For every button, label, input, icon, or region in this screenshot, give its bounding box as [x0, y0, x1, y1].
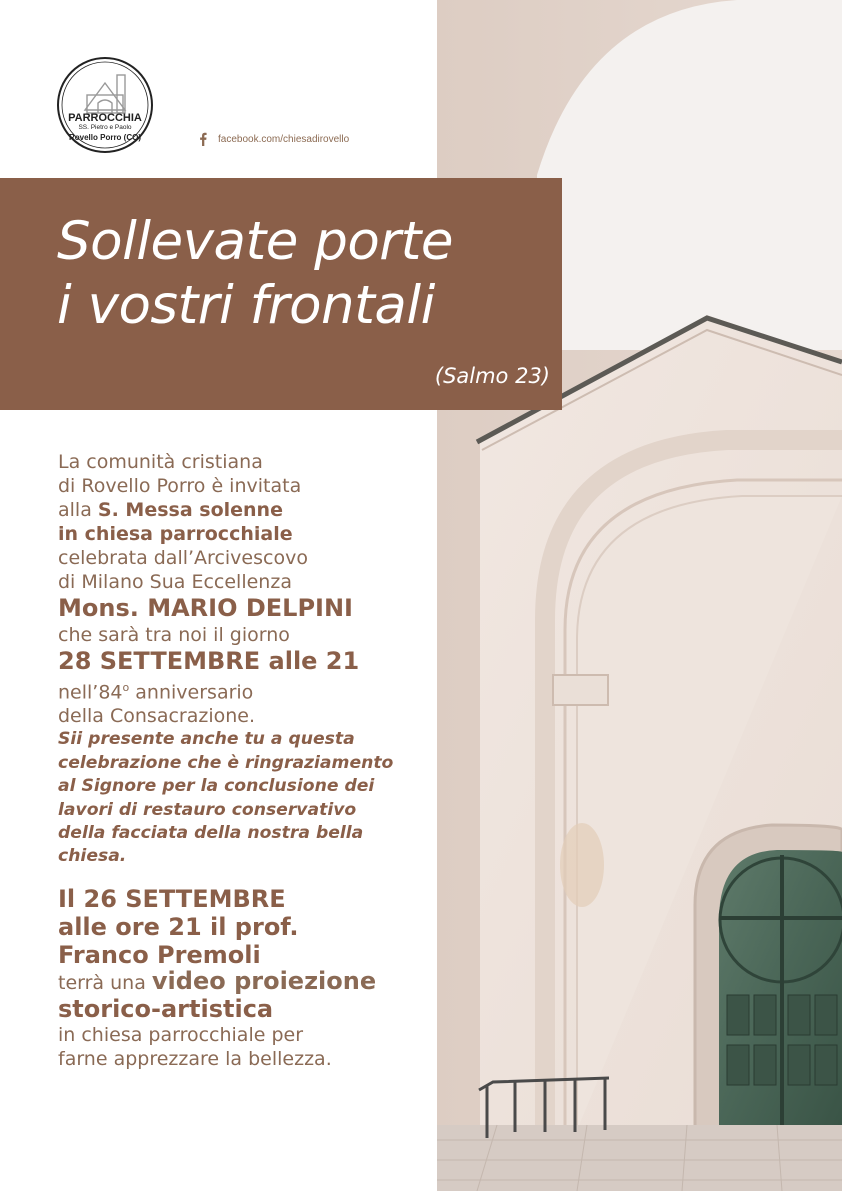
page-title [57, 210, 453, 338]
facebook-url: facebook.com/chiesadirovello [218, 133, 350, 145]
appeal-line: chiesa. [58, 846, 127, 867]
appeal-line: al Signore per la conclusione dei [58, 776, 375, 797]
facebook-link[interactable] [198, 132, 349, 146]
event2-time: alle ore 21 il prof. [58, 912, 299, 941]
facebook-icon [198, 132, 208, 146]
logo-place-label: Rovello Porro (CO) [68, 133, 141, 142]
event2-speaker: Franco Premoli [58, 940, 261, 969]
celebrant-name: Mons. MARIO DELPINI [58, 594, 353, 622]
event2-prefix: terrà una [58, 971, 152, 994]
invite-line: La comunità cristiana [58, 451, 263, 473]
anniversary-prefix: nell’84 [58, 681, 123, 704]
mass-location: in chiesa parrocchiale [58, 523, 293, 545]
event2-highlight-2: storico-artistica [58, 994, 274, 1023]
appeal-line: lavori di restauro conservativo [58, 799, 357, 820]
invite-line: che sarà tra noi il giorno [58, 624, 290, 646]
anniversary-suffix: anniversario [129, 681, 254, 704]
logo-parish-label: PARROCCHIA [68, 112, 142, 124]
mass-title: S. Messa solenne [97, 499, 283, 521]
title-line-2: i vostri frontali [57, 275, 435, 336]
logo-saints-label: SS. Pietro e Paolo [78, 124, 132, 131]
title-source: (Salmo 23) [434, 364, 550, 388]
title-line-1: Sollevate porte [57, 211, 453, 272]
event2-line: in chiesa parrocchiale per [58, 1023, 304, 1046]
event2-line [58, 966, 430, 995]
appeal-line: della facciata della nostra bella [58, 822, 364, 843]
invite-line [58, 498, 430, 522]
invite-line: della Consacrazione. [58, 705, 256, 728]
invite-line: celebrata dall’Arcivescovo [58, 547, 308, 569]
invite-line: di Milano Sua Eccellenza [58, 571, 292, 593]
event-date: 28 SETTEMBRE alle 21 [58, 647, 360, 675]
appeal-line: Sii presente anche tu a questa [58, 729, 355, 750]
event2-date: Il 26 SETTEMBRE [58, 884, 286, 913]
event2-highlight: video proiezione [151, 966, 377, 995]
invite-line [58, 676, 430, 704]
appeal-line: celebrazione che è ringraziamento [58, 752, 394, 773]
ordinal-mark: o [122, 681, 130, 694]
invite-line: di Rovello Porro è invitata [58, 475, 302, 497]
invitation-text [58, 450, 430, 1071]
event2-line: farne apprezzare la bellezza. [58, 1047, 332, 1070]
invite-line-prefix: alla [58, 499, 98, 521]
